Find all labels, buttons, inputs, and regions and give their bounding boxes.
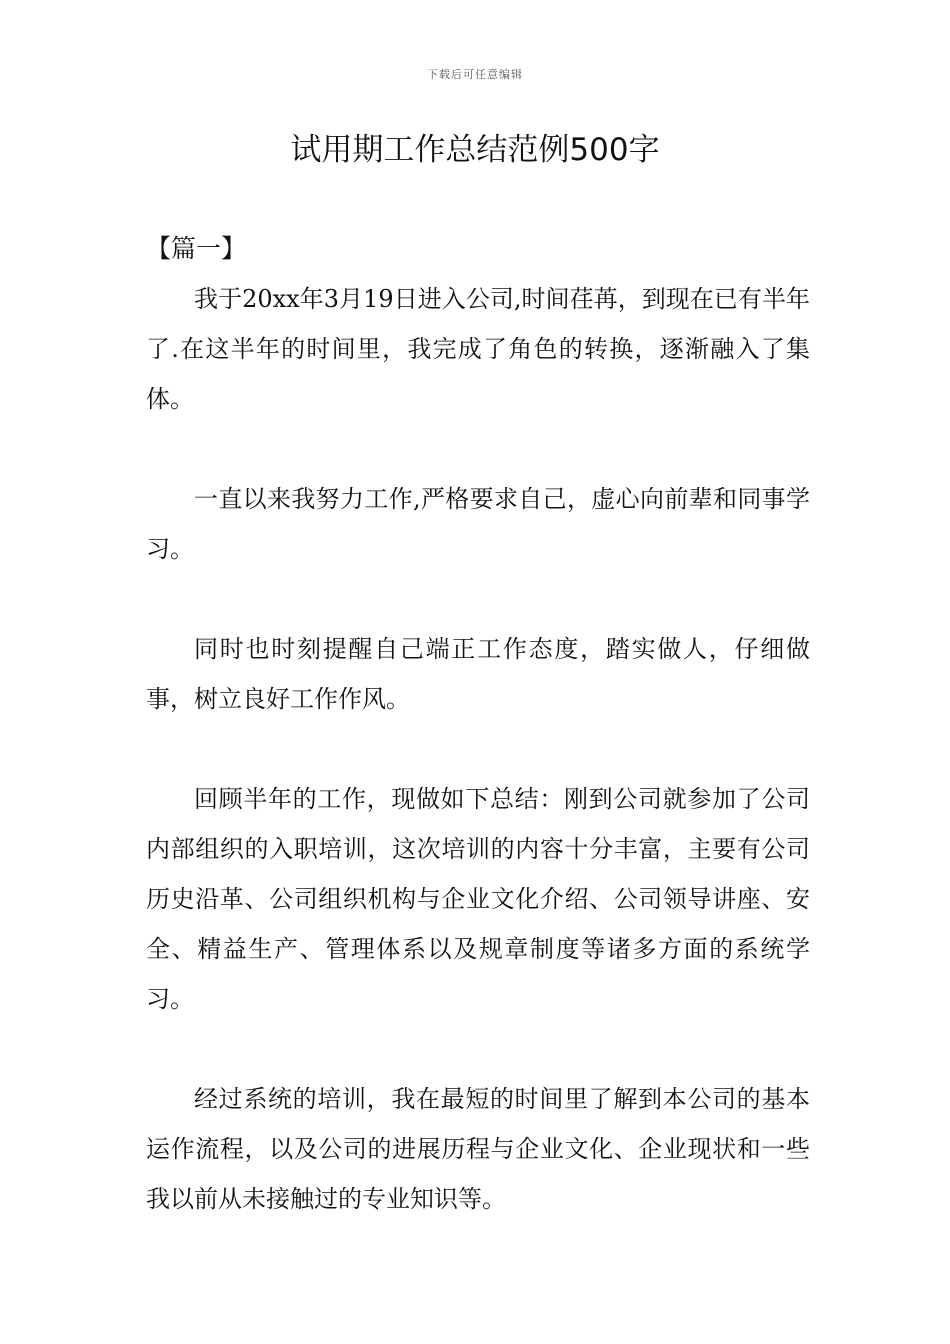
- section-label: 【篇一】: [146, 234, 247, 263]
- header-note: 下载后可任意编辑: [427, 68, 523, 81]
- document-title: 试用期工作总结范例500字: [290, 132, 660, 168]
- paragraph-4: 回顾半年的工作，现做如下总结：刚到公司就参加了公司内部组织的入职培训，这次培训的内容十分丰富，主要有公司历史沿革、公司组织机构与企业文化介绍、公司领导讲座、安全、精益生产、管理体系以及规章制度等诸多方面的系统学习。: [146, 785, 810, 1013]
- document-body: [146, 224, 810, 1274]
- paragraph-1: 我于20xx年3月19日进入公司,时间荏苒，到现在已有半年了.在这半年的时间里，我完成了角色的转换，逐渐融入了集体。: [146, 285, 810, 413]
- paragraph-5: 经过系统的培训，我在最短的时间里了解到本公司的基本运作流程，以及公司的进展历程与企业文化、企业现状和一些我以前从未接触过的专业知识等。: [146, 1085, 810, 1213]
- paragraph-3: 同时也时刻提醒自己端正工作态度，踏实做人，仔细做事，树立良好工作作风。: [146, 635, 810, 713]
- paragraph-2: 一直以来我努力工作,严格要求自己，虚心向前辈和同事学习。: [146, 485, 810, 563]
